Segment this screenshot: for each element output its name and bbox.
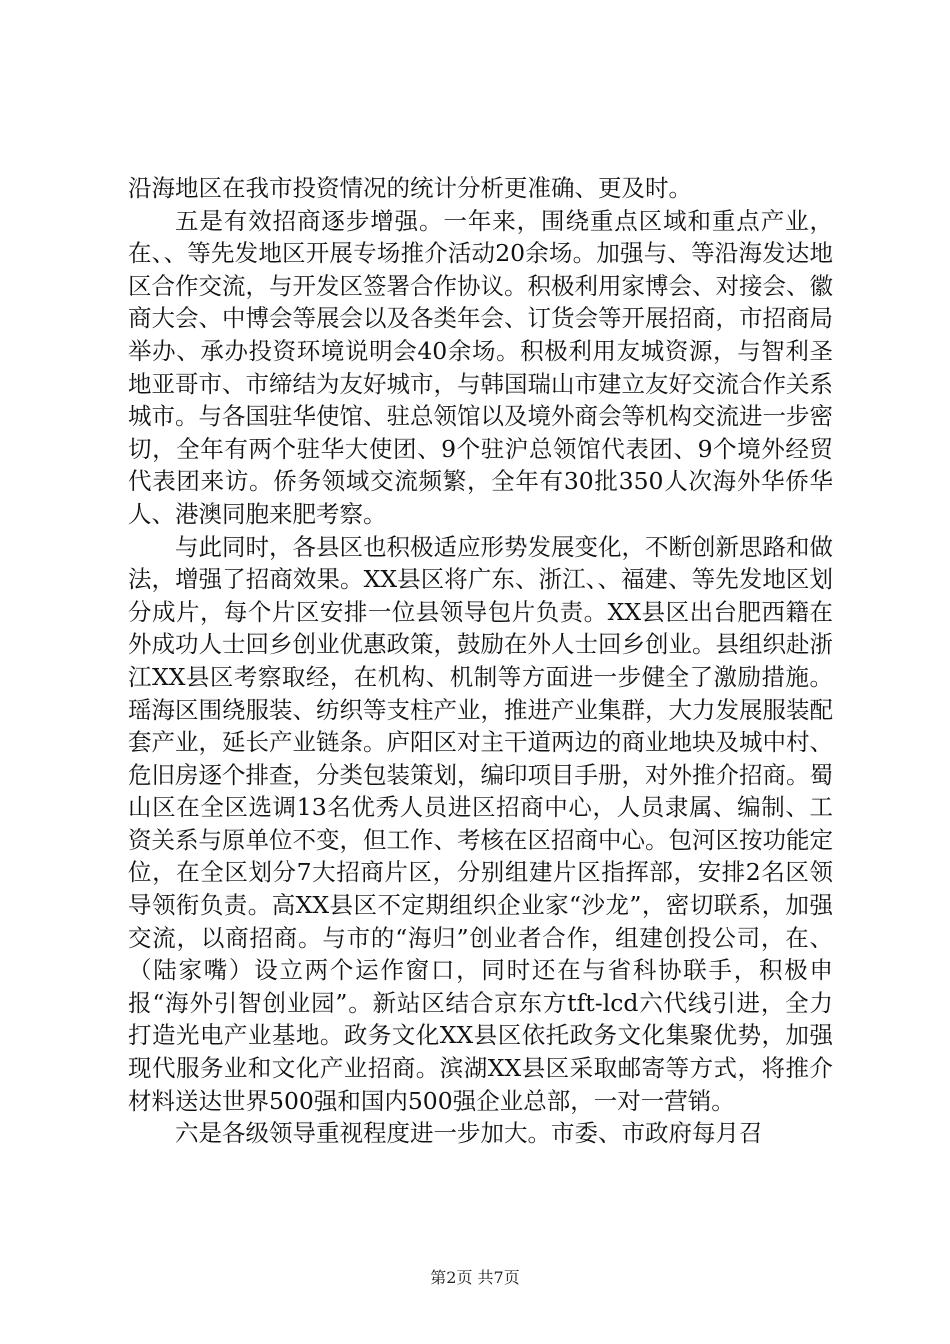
- paragraph-county-districts: 与此同时，各县区也积极适应形势发展变化，不断创新思路和做法，增强了招商效果。XX县区将广东、浙江、、福建、等先发地区划分成片，每个片区安排一位县领导包片负责。XX县区出台肥西籍在外成功人士回乡创业优惠政策，鼓励在外人士回乡创业。县组织赴浙江XX县区考察取经，在机构、机制等方面进一步健全了激励措施。瑶海区围绕服装、纺织等支柱产业，推进产业集群，大力发展服装配套产业，延长产业链条。庐阳区对主干道两边的商业地块及城中村、危旧房逐个排查，分类包装策划，编印项目手册，对外推介招商。蜀山区在全区选调13名优秀人员进区招商中心，人员隶属、编制、工资关系与原单位不变，但工作、考核在区招商中心。包河区按功能定位，在全区划分7大招商片区，分别组建片区指挥部，安排2名区领导领衔负责。高XX县区不定期组织企业家“沙龙”，密切联系，加强交流，以商招商。与市的“海归”创业者合作，组建创投公司，在、（陆家嘴）设立两个运作窗口，同时还在与省科协联手，积极申报“海外引智创业园”。新站区结合京东方tft-lcd六代线引进，全力打造光电产业基地。政务文化XX县区依托政务文化集聚优势，加强现代服务业和文化产业招商。滨湖XX县区采取邮寄等方式，将推介材料送达世界500强和国内500强企业总部，一对一营销。: [128, 532, 833, 1115]
- document-body: [128, 172, 833, 1150]
- paragraph-investment-promotion: 五是有效招商逐步增强。一年来，围绕重点区域和重点产业，在、、等先发地区开展专场推介活动20余场。加强与、等沿海发达地区合作交流，与开发区签署合作协议。积极利用家博会、对接会、徽商大会、中博会等展会以及各类年会、订货会等开展招商，市招商局举办、承办投资环境说明会40余场。积极利用友城资源，与智利圣地亚哥市、市缔结为友好城市，与韩国瑞山市建立友好交流合作关系城市。与各国驻华使馆、驻总领馆以及境外商会等机构交流进一步密切，全年有两个驻华大使团、9个驻沪总领馆代表团、9个境外经贸代表团来访。侨务领域交流频繁，全年有30批350人次海外华侨华人、港澳同胞来肥考察。: [128, 206, 833, 528]
- paragraph-continuation: 沿海地区在我市投资情况的统计分析更准确、更及时。: [128, 174, 692, 202]
- paragraph-leadership: 六是各级领导重视程度进一步加大。市委、市政府每月召: [175, 1119, 763, 1148]
- page-footer: 第2页 共7页: [430, 1268, 520, 1287]
